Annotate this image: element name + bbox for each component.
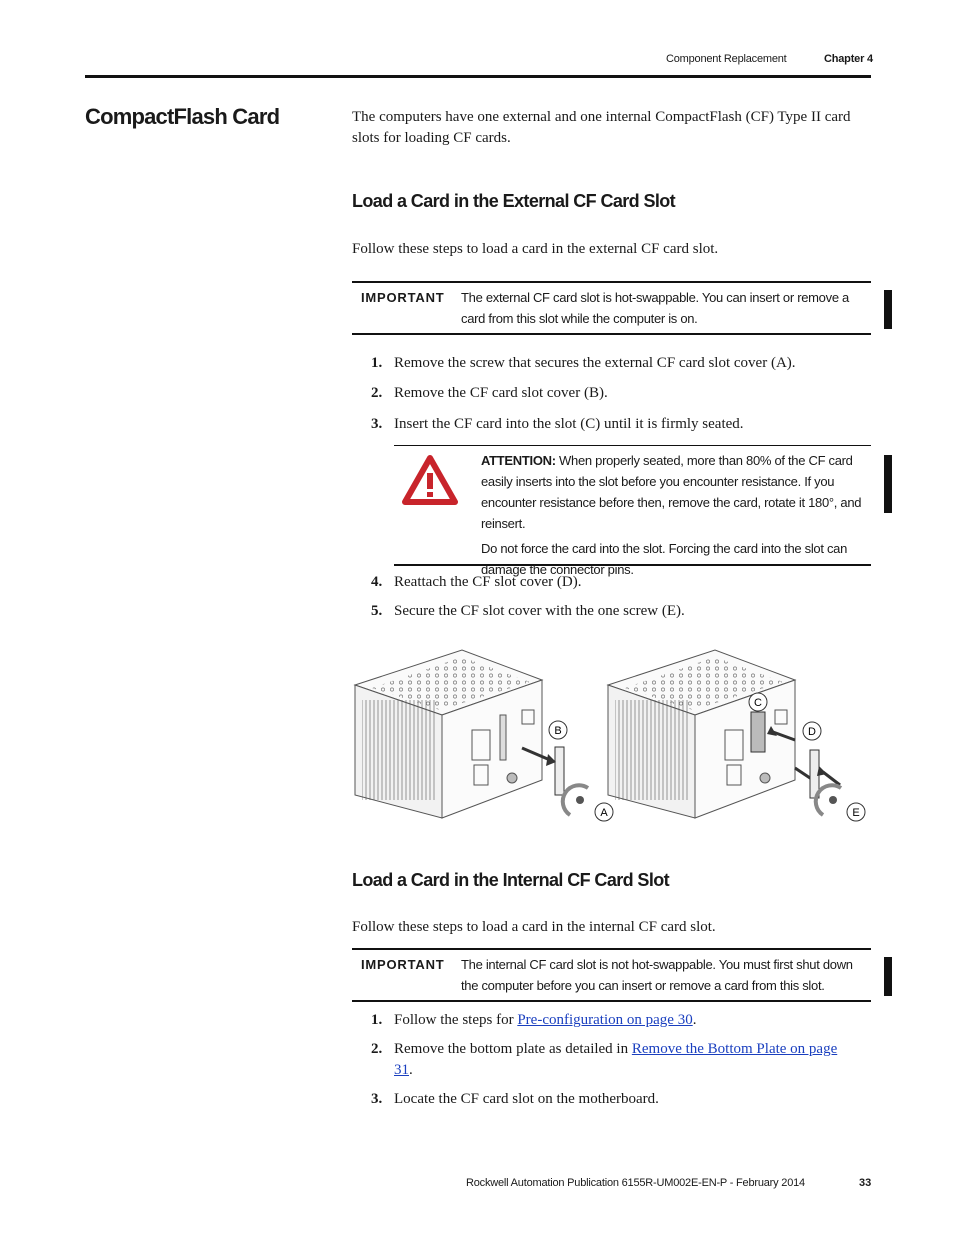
external-slot-heading: Load a Card in the External CF Card Slot	[352, 191, 676, 211]
step-item	[371, 601, 685, 622]
step-text: Locate the CF card slot on the motherboard.	[394, 1091, 659, 1107]
step-text: Follow the steps for	[394, 1012, 518, 1028]
header-rule	[85, 75, 871, 78]
step-text: Remove the bottom plate as detailed in	[394, 1041, 632, 1057]
step-item	[371, 572, 581, 593]
step-item: 1. Follow the steps for Pre-configuration on page 30.	[371, 1010, 696, 1031]
computer-left	[355, 650, 613, 821]
step-number: 4.	[371, 574, 383, 590]
step-text: Reattach the CF slot cover (D).	[394, 574, 582, 590]
attention-text-1: When properly seated, more than 80% of the CF card easily inserts into the slot before you encounter resistance. If you encounter resistance before then, remove the card, rotate it 180°, and reinsert.	[481, 453, 862, 531]
attention-paragraph-1	[481, 450, 866, 534]
step-number: 3.	[371, 1091, 383, 1107]
svg-text:E: E	[852, 807, 860, 819]
change-bar	[884, 455, 892, 513]
svg-text:B: B	[554, 725, 562, 737]
svg-text:D: D	[808, 726, 816, 738]
step-number: 2.	[371, 385, 383, 401]
step-item	[371, 353, 796, 374]
step-item: 2. Remove the bottom plate as detailed in Remove the Bottom Plate on page 31.	[371, 1041, 838, 1078]
important-text: The external CF card slot is hot-swappable. You can insert or remove a card from this slot while the computer is on.	[461, 290, 849, 326]
callout-d	[803, 722, 821, 740]
computer-right	[608, 650, 865, 821]
step-item	[371, 414, 744, 435]
important-label: IMPORTANT	[361, 957, 445, 972]
step-number: 5.	[371, 603, 383, 619]
link-pre-configuration[interactable]: Pre-configuration on page 30	[517, 1012, 693, 1028]
svg-text:C: C	[754, 697, 762, 709]
footer-publication: Rockwell Automation Publication 6155R-UM002E-EN-P - February 2014	[466, 1177, 805, 1189]
svg-text:A: A	[600, 807, 608, 819]
important-text: The internal CF card slot is not hot-swappable. You must first shut down the computer before you can insert or remove a card from this slot.	[461, 957, 853, 993]
important-note-internal	[352, 948, 871, 1002]
important-note-external	[352, 281, 871, 335]
running-header-section: Component Replacement	[666, 53, 787, 65]
callout-c	[749, 693, 767, 711]
callout-a	[595, 803, 613, 821]
external-lead-text: Follow these steps to load a card in the external CF card slot.	[352, 241, 719, 257]
attention-label: ATTENTION:	[481, 453, 556, 468]
change-bar	[884, 290, 892, 329]
cf-card-installation-figure	[352, 630, 877, 825]
step-number: 3.	[371, 416, 383, 432]
intro-paragraph: The computers have one external and one internal CompactFlash (CF) Type II card slots for loading CF cards.	[352, 109, 851, 146]
internal-slot-heading: Load a Card in the Internal CF Card Slot	[352, 870, 670, 890]
running-header-chapter: Chapter 4	[824, 53, 873, 65]
callout-b	[549, 721, 567, 739]
step-text: Secure the CF slot cover with the one screw (E).	[394, 603, 685, 619]
step-text: Remove the CF card slot cover (B).	[394, 385, 608, 401]
warning-triangle-icon	[402, 454, 458, 506]
step-number: 1.	[371, 1012, 383, 1028]
change-bar	[884, 957, 892, 996]
attention-text-2: Do not force the card into the slot. Forcing the card into the slot can damage the connector pins.	[481, 541, 848, 577]
step-number: 2.	[371, 1041, 383, 1057]
step-number: 1.	[371, 355, 383, 371]
step-text: Insert the CF card into the slot (C) until it is firmly seated.	[394, 416, 744, 432]
callout-e	[847, 803, 865, 821]
important-label: IMPORTANT	[361, 290, 445, 305]
step-item	[371, 383, 608, 404]
section-title: CompactFlash Card	[85, 104, 280, 129]
step-item	[371, 1089, 659, 1110]
step-text: Remove the screw that secures the external CF card slot cover (A).	[394, 355, 796, 371]
attention-box	[394, 445, 871, 577]
page-number: 33	[859, 1177, 872, 1189]
internal-lead-text: Follow these steps to load a card in the internal CF card slot.	[352, 919, 716, 935]
link-remove-bottom-plate[interactable]: Remove the Bottom Plate on page 31	[394, 1041, 838, 1078]
